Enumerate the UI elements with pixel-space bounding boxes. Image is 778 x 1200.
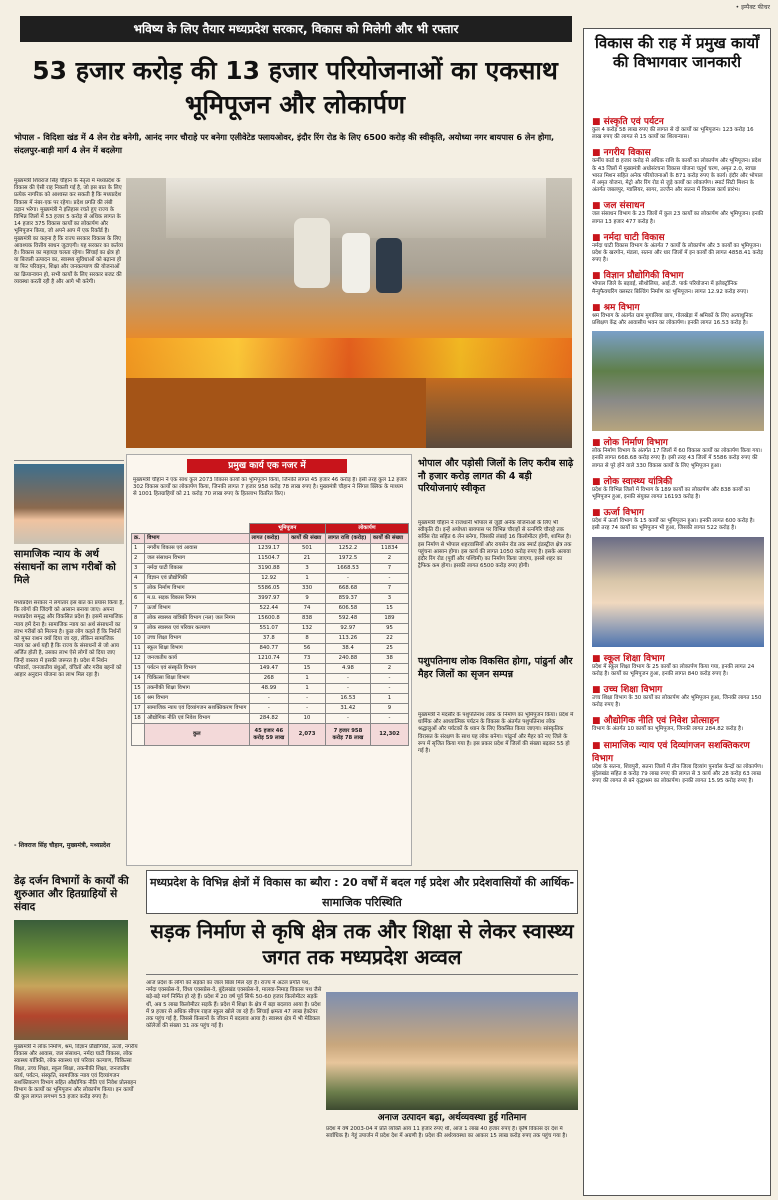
table-cell: 73 — [289, 654, 326, 664]
divider — [146, 974, 578, 975]
sidebar-category-body: प्रदेश में स्कूल शिक्षा विभाग के 25 कार्यों का लोकार्पण किया गया, इनकी लागत 24 करोड़ है। कार्यों का भूमिपूजन हुआ, इनकी लागत 840 करोड़ रुपए है। — [592, 663, 755, 677]
quote-title: सामाजिक न्याय के अर्थ संसाधनों का लाभ गरीबों को मिले — [14, 549, 116, 586]
table-cell: 3997.97 — [249, 594, 289, 604]
table-cell: 840.77 — [249, 644, 289, 654]
mid-title-1: भोपाल और पड़ोसी जिलों के लिए करीब साढ़े नौ हजार करोड़ लागत की 4 बड़ी परियोजनाएं स्वीकृत — [418, 458, 574, 494]
table-cell: 14 — [132, 674, 145, 684]
table-cell: 1 — [289, 674, 326, 684]
table-cell: 17 — [132, 704, 145, 714]
table-cell: 38.4 — [325, 644, 370, 654]
table-cell: 2 — [370, 554, 408, 564]
sidebar-category-body: भोपाल जिले के बड़वई, सीथोलिया, आई.टी. पार्क परियोजना में इलेक्ट्रॉनिक मैन्युफैक्चरिंग क्लस्टर बिल्डिंग निर्माण का भूमिपूजन। लागत 12.92 करोड़ रुपए। — [592, 281, 749, 295]
table-cell: 8 — [289, 634, 326, 644]
table-cell: 3 — [370, 594, 408, 604]
table-cell: विज्ञान एवं प्रौद्योगिकी — [145, 574, 249, 584]
projects-table-wrap — [131, 523, 409, 746]
table-header: कार्यों की संख्या — [370, 534, 408, 544]
sidebar-list — [592, 110, 764, 1190]
table-cell: नर्मदा घाटी विकास — [145, 564, 249, 574]
table-row — [132, 714, 409, 724]
market-photo — [14, 920, 128, 1040]
sidebar-category-body: प्रदेश के विभिन्न जिलों में विभाग के 189 कार्यों का लोकार्पण और 838 कार्यों का भूमिपूजन हुआ, इनकी संयुक्त लागत 16193 करोड़ है। — [592, 486, 750, 501]
table-cell: ऊर्जा विभाग — [145, 604, 249, 614]
sidebar-category-body: प्रदेश के सतना, शिवपुरी, सतना जिलों में तीन जिला दिव्यांग पुनर्वास केन्द्रों का लोकार्पण। बुंदेलखंड सहित 8 करोड़ 79 लाख रुपए की लागत से 3 कार्य और 28 करोड़ 63 लाख रुपए की लागत से बने वृद्धाश्रम का लोकार्पण। इनकी लागत 15.95 करोड़ रुपए है। — [592, 763, 763, 785]
table-cell: 22 — [370, 634, 408, 644]
table-row — [132, 614, 409, 624]
table-cell: 56 — [289, 644, 326, 654]
sidebar-title: विकास की राह में प्रमुख कार्यों की विभागवार जानकारी — [594, 34, 759, 71]
table-cell: 1 — [370, 694, 408, 704]
table-cell: - — [370, 714, 408, 724]
table-cell: - — [325, 574, 370, 584]
table-row — [132, 564, 409, 574]
table-cell: 189 — [370, 614, 408, 624]
quote-body: मध्यप्रदेश सरकार ने लगातार इस बात का प्रयास किया है, कि लोगों की जिंदगी को आसान बनाया जाए। अपना मध्यप्रदेश समृद्ध और विकसित प्रदेश है। इसमें सामाजिक न्याय हमें देना है। सामाजिक न्याय का अर्थ संसाधनों का लाभ गरीबों को मिलना है। कुछ लोग कहते हैं कि निर्धनों को मुफ्त राशन क्यों दिया जा रहा, लेकिन सामाजिक न्याय का अर्थ यही है कि राज्य के संसाधनों से जो आय अर्जित होती है, उसका लाभ ऐसे लोगों को दिया जाए जिन्हें वास्तव में इसकी जरूरत है। प्रदेश में निर्धन परिवारों, जनजातीय बंधुओं, वंचितों और गरीब बहनों को आहार अनुदान योजना का लाभ मिल रहा है। — [14, 600, 124, 679]
table-cell: - — [249, 694, 289, 704]
left-intro: मुख्यमंत्री शिवराज सिंह चौहान के नेतृत्व में मध्यप्रदेश के विकास की ऐसी राह निकली गई है, जो इस बात के लिए प्रत्येक नागरिक को आश्वस्त कर सकती है कि मध्यप्रदेश विकास में नंबर-एक पर रहेगा। प्रदेश प्रगति की लंबी उड़ान भरेगा। मुख्यमंत्री ने इतिहास रचते हुए राज्य के विभिन्न जिलों में 53 हजार 5 करोड़ से अधिक लागत के 14 हजार 375 विकास कार्यों का लोकार्पण और भूमिपूजन किया, जो अपने आप में एक रिकॉर्ड है। मुख्यमंत्री का कहना है कि राज्य सरकार विकास के लिए आवश्यक वित्तीय साधन जुटाएगी। यह सरकार का कर्तव्य है। विकास का महायज्ञ चलता रहेगा। सिंचाई का क्षेत्र हो या बिजली उत्पादन का, स्वास्थ्य सुविधाओं को बढ़ाना हो या फिर परिवहन, शिक्षा और जनकल्याण की योजनाओं का क्रियान्वयन हो, सभी कार्यों के लिए सरकार बजट की व्यवस्था करती रही है और आगे भी करेगी। — [14, 178, 123, 285]
table-cell: 1 — [289, 574, 326, 584]
details-banner: मध्यप्रदेश के विभिन्न क्षेत्रों में विकास का ब्यौरा : 20 वर्षों में बदल गई प्रदेश और प्रदेशवासियों की आर्थिक-सामाजिक परिस्थिति — [146, 870, 578, 914]
table-total-cell: 2,073 — [289, 724, 326, 746]
table-cell: 113.26 — [325, 634, 370, 644]
table-row — [132, 624, 409, 634]
table-cell: 668.68 — [325, 584, 370, 594]
table-cell: - — [289, 694, 326, 704]
bottom-body: आज प्रदेश के लोगों को सड़कों का जाल बिछा मिल रहा है। राज्य में अटल प्रगति पथ, नर्मदा एक्सप्रेस-वे, विंध्य एक्सप्रेस-वे, बुंदेलखंड एक्सप्रेस-वे, मालवा-निमाड़ विकास पथ जैसे बड़े-बड़े मार्ग निर्मित हो रहे हैं। प्रदेश में 20 वर्ष पूर्व सिर्फ 50-60 हजार किलोमीटर सड़कें थीं, अब 5 लाख किलोमीटर सड़कें हैं। प्रदेश में शिक्षा के क्षेत्र में बड़ा बदलाव आया है। प्रदेश में 9 हजार से अधिक सीएम राइज स्कूल खोले जा रहे हैं। सिंचाई क्षमता 47 लाख हेक्टेयर तक पहुंच गई है, जिससे किसानों के जीवन में बदलाव आया है। स्वास्थ्य क्षेत्र में भी मेडिकल कॉलेजों की संख्या 31 तक पहुंच गई है। — [146, 980, 322, 1030]
sidebar-category-body: कर्मीय कार्ड 8 हजार करोड़ से अधिक राशि के कार्यों का लोकार्पण और भूमिपूजन। प्रदेश के 43 जिलों में मुख्यमंत्री अधोसंरचना विकास योजना चतुर्थ चरण, अमृत 2.0, स्वच्छ भारत मिशन सहित अनेक परियोजनाओं के 871 करोड़ रुपए के कार्य। इंदौर और भोपाल में अमृत योजना, मेट्रो और रिंग रोड से जुड़े कार्यों का लोकार्पण। स्मार्ट सिटी मिशन के अंतर्गत जबलपुर, ग्वालियर, सागर, उज्जैन और सतना में विकास कार्य प्रारंभ। — [592, 158, 763, 194]
table-cell: 7 — [370, 564, 408, 574]
sidebar-category-heading: ■ नगरीय विकास — [592, 148, 651, 159]
table-row — [132, 554, 409, 564]
table-cell: लोक निर्माण विभाग — [145, 584, 249, 594]
table-cell: 9 — [370, 704, 408, 714]
table-cell: 1239.17 — [249, 544, 289, 554]
event-photo — [126, 178, 572, 448]
table-cell: 551.07 — [249, 624, 289, 634]
subheadline: भोपाल - विदिशा खंड में 4 लेन रोड बनेगी, आनंद नगर चौराहे पर बनेगा एलीवेटेड फ्लायओवर, इंदौर रिंग रोड के लिए 6500 करोड़ की स्वीकृति, अयोध्या नगर बायपास 6 लेन होगा, संदलपुर-बाड़ी मार्ग 4 लेन में बदलेगा — [14, 132, 555, 155]
road-photo — [592, 331, 764, 431]
rally-photo — [326, 992, 578, 1110]
sidebar-category-heading: ■ उच्च शिक्षा विभाग — [592, 685, 663, 696]
sidebar-category-body: लोक निर्माण विभाग के अंतर्गत 17 जिलों में 60 विकास कार्यों का लोकार्पण किया गया। इनकी लागत 668.68 करोड़ रुपए है। इसी तरह 43 जिलों में 5586 करोड़ रुपए की लागत से पूरे होने वाले 330 विकास कार्यों के लिए भूमिपूजन हुआ। — [592, 448, 762, 469]
table-row — [132, 544, 409, 554]
table-cell: 592.48 — [325, 614, 370, 624]
caption-body: प्रदेश में वर्ष 2003-04 में प्रति व्यक्ति आय 11 हजार रुपए थी, आज 1 लाख 40 हजार रुपए है। कृषि विकास दर देश में सर्वाधिक है। गेहूं उपार्जन में प्रदेश देश में अग्रणी है। प्रदेश की अर्थव्यवस्था का आकार 15 लाख करोड़ रुपए तक पहुंच गया है। — [326, 1126, 568, 1140]
table-cell: 330 — [289, 584, 326, 594]
table-cell: 8 — [132, 614, 145, 624]
table-total-cell: 7 हजार 958 करोड़ 78 लाख — [325, 724, 370, 746]
table-cell: 9 — [289, 594, 326, 604]
table-cell: 3 — [289, 564, 326, 574]
mid-title-2: पशुपतिनाथ लोक विकसित होगा, पांढुर्ना और मैहर जिलों का सृजन सम्पन्न — [418, 656, 573, 680]
table-cell: 15 — [289, 664, 326, 674]
table-cell: 12.92 — [249, 574, 289, 584]
sidebar-category-body: श्रम विभाग के अंतर्गत ग्राम मुगालिया छाप, गोलखेड़ा में श्रमिकों के लिए अत्याधुनिक प्रशिक्षण केंद्र और आवासीय भवन का लोकार्पण। इनकी लागत 16.53 करोड़ है। — [592, 312, 753, 327]
quote-signature: - शिवराज सिंह चौहान, मुख्यमंत्री, मध्यप्रदेश — [14, 842, 111, 849]
table-header: लागत राशि (करोड़) — [325, 534, 370, 544]
table-cell: जल संसाधन विभाग — [145, 554, 249, 564]
table-cell: पर्यटन एवं संस्कृति विभाग — [145, 664, 249, 674]
photo-caption: अनाज उत्पादन बढ़ा, अर्थव्यवस्था हुई गतिमान — [377, 1113, 527, 1123]
divider — [14, 460, 124, 461]
table-cell: 12 — [132, 654, 145, 664]
mid-body-1: मुख्यमंत्री चौहान ने राजधानी भोपाल से जुड़ी अनेक योजनाओं के लिए भी स्वीकृति दी। इन्हें अयोध्या बायपास पर विभिन्न चौराहों से रत्नगिरि चौराहे तक सर्विस रोड सहित 6 लेन बनेगा, जिसकी लंबाई 16 किलोमीटर होगी, शामिल है। इस निर्माण से भोपाल शहरवासियों और रायसेन रोड तक स्मार्ट इंडस्ट्रीज क्षेत्र तक पहुंचना आसान होगा। इस कार्य की लागत 1050 करोड़ रुपए है। इसके अलावा इंदौर रिंग रोड (पूर्वी और पश्चिमी) का निर्माण किया जाएगा, इससे शहर का ट्रैफिक कम होगा। इसकी लागत 6500 करोड़ रुपए होगी। — [418, 520, 572, 570]
table-total-row — [132, 724, 409, 746]
table-cell: 132 — [289, 624, 326, 634]
table-cell: उच्च शिक्षा विभाग — [145, 634, 249, 644]
table-cell: 2 — [132, 554, 145, 564]
table-cell: 1210.74 — [249, 654, 289, 664]
sidebar-category-body: विभाग के अंतर्गत 10 कार्यों का भूमिपूजन, जिनकी लागत 284.82 करोड़ है। — [592, 726, 744, 733]
table-cell: 9 — [132, 624, 145, 634]
brand-label: • इम्पैक्ट फीचर — [735, 4, 770, 11]
table-cell: 4 — [132, 574, 145, 584]
table-cell: 11 — [132, 644, 145, 654]
table-cell: श्रम विभाग — [145, 694, 249, 704]
table-header: क्र. — [132, 534, 145, 544]
table-cell: 10 — [132, 634, 145, 644]
table-cell: - — [370, 684, 408, 694]
table-cell: 16 — [132, 694, 145, 704]
table-cell: 5586.05 — [249, 584, 289, 594]
headline: 53 हजार करोड़ की 13 हजार परियोजनाओं का एकसाथ भूमिपूजन और लोकार्पण — [32, 56, 558, 119]
table-cell: 1 — [289, 684, 326, 694]
table-row — [132, 644, 409, 654]
table-cell: 21 — [289, 554, 326, 564]
table-row — [132, 664, 409, 674]
sidebar-category-heading: ■ औद्योगिक नीति एवं निवेश प्रोत्साहन — [592, 716, 720, 727]
table-cell: 16.53 — [325, 694, 370, 704]
top-bar: भविष्य के लिए तैयार मध्यप्रदेश सरकार, विकास को मिलेगी और भी रफ्तार — [20, 16, 572, 42]
table-cell: 1668.53 — [325, 564, 370, 574]
table-cell: 11834 — [370, 544, 408, 554]
table-cell: जनजातीय कार्य — [145, 654, 249, 664]
table-cell: नगरीय विकास एवं आवास — [145, 544, 249, 554]
table-cell: - — [325, 684, 370, 694]
table-cell: 92.97 — [325, 624, 370, 634]
table-row — [132, 584, 409, 594]
sidebar-category-heading: ■ लोक स्वास्थ्य यांत्रिकी — [592, 476, 673, 487]
sidebar-category-heading: ■ लोक निर्माण विभाग — [592, 438, 668, 449]
left-bottom-body: मुख्यमंत्री ने लोक निर्माण, श्रम, विज्ञान प्रौद्योगिकी, ऊर्जा, नगरीय विकास और आवास, जल संसाधन, नर्मदा घाटी विकास, लोक स्वास्थ्य यांत्रिकी, लोक स्वास्थ्य एवं परिवार कल्याण, चिकित्सा शिक्षा, उच्च शिक्षा, स्कूल शिक्षा, तकनीकी शिक्षा, जनजातीय कार्य, पर्यटन, संस्कृति, सामाजिक न्याय एवं दिव्यांगजन सशक्तिकरण विभाग सहित औद्योगिक नीति एवं निवेश प्रोत्साहन विभाग के कार्यों का भूमिपूजन और लोकार्पण किया। इन कार्यों की कुल लागत लगभग 53 हजार करोड़ रुपए है। — [14, 1044, 138, 1101]
table-cell: 3 — [132, 564, 145, 574]
table-cell: - — [370, 574, 408, 584]
table-cell: 15 — [132, 684, 145, 694]
table-cell: 11504.7 — [249, 554, 289, 564]
table-row — [132, 704, 409, 714]
table-cell: - — [249, 704, 289, 714]
table-cell: चिकित्सा शिक्षा विभाग — [145, 674, 249, 684]
table-cell: 13 — [132, 664, 145, 674]
data-box — [126, 454, 412, 866]
table-cell: औद्योगिक नीति एवं निवेश विभाग — [145, 714, 249, 724]
table-row — [132, 684, 409, 694]
table-cell: 74 — [289, 604, 326, 614]
table-cell: 501 — [289, 544, 326, 554]
table-cell: 1972.5 — [325, 554, 370, 564]
table-cell: 240.88 — [325, 654, 370, 664]
sidebar-category-heading: ■ स्कूल शिक्षा विभाग — [592, 653, 665, 664]
table-cell: 1 — [132, 544, 145, 554]
table-cell: 522.44 — [249, 604, 289, 614]
table-total-cell: कुल — [145, 724, 249, 746]
table-cell: 31.42 — [325, 704, 370, 714]
table-cell: 48.99 — [249, 684, 289, 694]
group-header-bhoomipoojan: भूमिपूजन — [249, 524, 325, 534]
table-cell: - — [325, 714, 370, 724]
table-row — [132, 574, 409, 584]
table-cell: 6 — [132, 594, 145, 604]
table-cell: 15 — [370, 604, 408, 614]
table-cell: सामाजिक न्याय एवं दिव्यांगजन सशक्तिकरण विभाग — [145, 704, 249, 714]
sidebar-category-heading: ■ नर्मदा घाटी विकास — [592, 232, 665, 243]
left-bottom-title: डेढ़ दर्जन विभागों के कार्यों की शुरुआत और हितग्राहियों से संवाद — [14, 875, 129, 913]
table-cell: 838 — [289, 614, 326, 624]
sidebar-category-heading: ■ सामाजिक न्याय एवं दिव्यांगजन सशक्तिकरण विभाग — [592, 740, 750, 764]
table-total-cell: 45 हजार 46 करोड़ 59 लाख — [249, 724, 289, 746]
table-row — [132, 674, 409, 684]
table-cell: 284.82 — [249, 714, 289, 724]
table-cell: 7 — [132, 604, 145, 614]
table-cell — [132, 724, 145, 746]
table-header: लागत (करोड़) — [249, 534, 289, 544]
table-cell: 3190.88 — [249, 564, 289, 574]
table-cell: 5 — [132, 584, 145, 594]
table-cell: स्कूल शिक्षा विभाग — [145, 644, 249, 654]
group-header-lokarpan: लोकार्पण — [325, 524, 408, 534]
table-row — [132, 594, 409, 604]
table-cell: 859.37 — [325, 594, 370, 604]
sidebar-category-body: जल संसाधन विभाग के 23 जिलों में कुल 23 कार्यों का लोकार्पण और भूमिपूजन। इनकी लागत 13 हजार 477 करोड़ है। — [592, 211, 764, 225]
chief-minister-photo — [14, 464, 124, 544]
big-heading: सड़क निर्माण से कृषि क्षेत्र तक और शिक्षा से लेकर स्वास्थ्य जगत तक मध्यप्रदेश अव्वल — [150, 919, 574, 969]
table-cell: 18 — [132, 714, 145, 724]
students-photo — [592, 537, 764, 647]
table-cell: 606.58 — [325, 604, 370, 614]
box-intro: मुख्यमंत्री चौहान ने एक साथ कुल 2073 विकास कार्यों का भूमिपूजन किया, जिनकी लागत 45 हजार 46 करोड़ है। इसी तरह कुल 12 हजार 302 विकास कार्यों का लोकार्पण किया, जिनकी लागत 7 हजार 958 करोड़ 78 लाख रुपए है। मुख्यमंत्री चौहान ने सिंगल क्लिक के माध्यम से 1001 हितग्राहियों को 21 करोड़ 70 लाख रुपए के हितलाभ वितरित किए। — [133, 477, 407, 498]
table-cell: तकनीकी शिक्षा विभाग — [145, 684, 249, 694]
box-heading: प्रमुख कार्य एक नजर में — [187, 459, 347, 473]
table-cell: 268 — [249, 674, 289, 684]
table-cell: 10 — [289, 714, 326, 724]
table-cell: - — [289, 704, 326, 714]
projects-table — [131, 523, 409, 746]
table-row — [132, 694, 409, 704]
sidebar-category-heading: ■ श्रम विभाग — [592, 302, 640, 313]
sidebar-category-heading: ■ जल संसाधन — [592, 201, 645, 212]
table-row — [132, 634, 409, 644]
sidebar-category-body: कुल 4 करोड़ 58 लाख रुपए की लागत से दो कार्यों का भूमिपूजन। 123 करोड़ 16 लाख रुपए की लागत से 15 कार्यों का शिलान्यास। — [592, 127, 754, 141]
table-cell: 149.47 — [249, 664, 289, 674]
table-cell: 37.8 — [249, 634, 289, 644]
table-cell: 4.98 — [325, 664, 370, 674]
table-header: विभाग — [145, 534, 249, 544]
sidebar-category-heading: ■ विज्ञान प्रौद्योगिकी विभाग — [592, 271, 684, 282]
table-cell: 95 — [370, 624, 408, 634]
table-cell: 7 — [370, 584, 408, 594]
table-row — [132, 604, 409, 614]
table-cell: लोक स्वास्थ्य एवं परिवार कल्याण — [145, 624, 249, 634]
table-cell: लोक स्वास्थ्य यांत्रिकी विभाग (नल) जल निगम — [145, 614, 249, 624]
table-cell: 25 — [370, 644, 408, 654]
table-cell: म.प्र. सड़क विकास निगम — [145, 594, 249, 604]
table-header: कार्यों की संख्या — [289, 534, 326, 544]
table-cell: - — [325, 674, 370, 684]
sidebar-category-body: उच्च शिक्षा विभाग के 30 कार्यों का लोकार्पण और भूमिपूजन हुआ, जिनकी लागत 150 करोड़ रुपए है। — [592, 695, 762, 709]
sidebar-category-body: नर्मदा घाटी विकास विभाग के अंतर्गत 7 कार्यों के लोकार्पण और 3 कार्यों का भूमिपूजन। प्रदेश के खरगोन, मंडला, सतना और धार जिलों में इन कार्यों की लागत 4858.41 करोड़ रुपए है। — [592, 242, 764, 264]
sidebar-category-heading: ■ संस्कृति एवं पर्यटन — [592, 117, 664, 127]
table-cell: 38 — [370, 654, 408, 664]
table-cell: 1252.2 — [325, 544, 370, 554]
sidebar-category-body: प्रदेश में ऊर्जा विभाग के 15 कार्यों का भूमिपूजन हुआ। इनकी लागत 600 करोड़ है। इसी तरह 74 कार्यों का भूमिपूजन भी हुआ, जिसकी लागत 522 करोड़ है। — [592, 518, 755, 532]
mid-body-2: मुख्यमंत्री ने मंदसौर के पशुपतिनाथ लोक के निर्माण का भूमिपूजन किया। प्रदेश में धार्मिक और आध्यात्मिक पर्यटन के विकास के अंतर्गत पशुपतिनाथ लोक श्रद्धालुओं और पर्यटकों के ध्यान के लिए विकसित किया जाएगा। सांस्कृतिक विरासत के संरक्षण के साथ यह लोक बनेगा। पांढुर्ना और मैहर को नए जिले के रूप में सृजित किया गया है। इस प्रकार प्रदेश में जिलों की संख्या बढ़कर 55 हो गई है। — [418, 712, 574, 755]
table-cell: 15600.8 — [249, 614, 289, 624]
table-total-cell: 12,302 — [370, 724, 408, 746]
table-row — [132, 654, 409, 664]
sidebar-category-heading: ■ ऊर्जा विभाग — [592, 508, 644, 519]
table-cell: 2 — [370, 664, 408, 674]
table-cell: - — [370, 674, 408, 684]
